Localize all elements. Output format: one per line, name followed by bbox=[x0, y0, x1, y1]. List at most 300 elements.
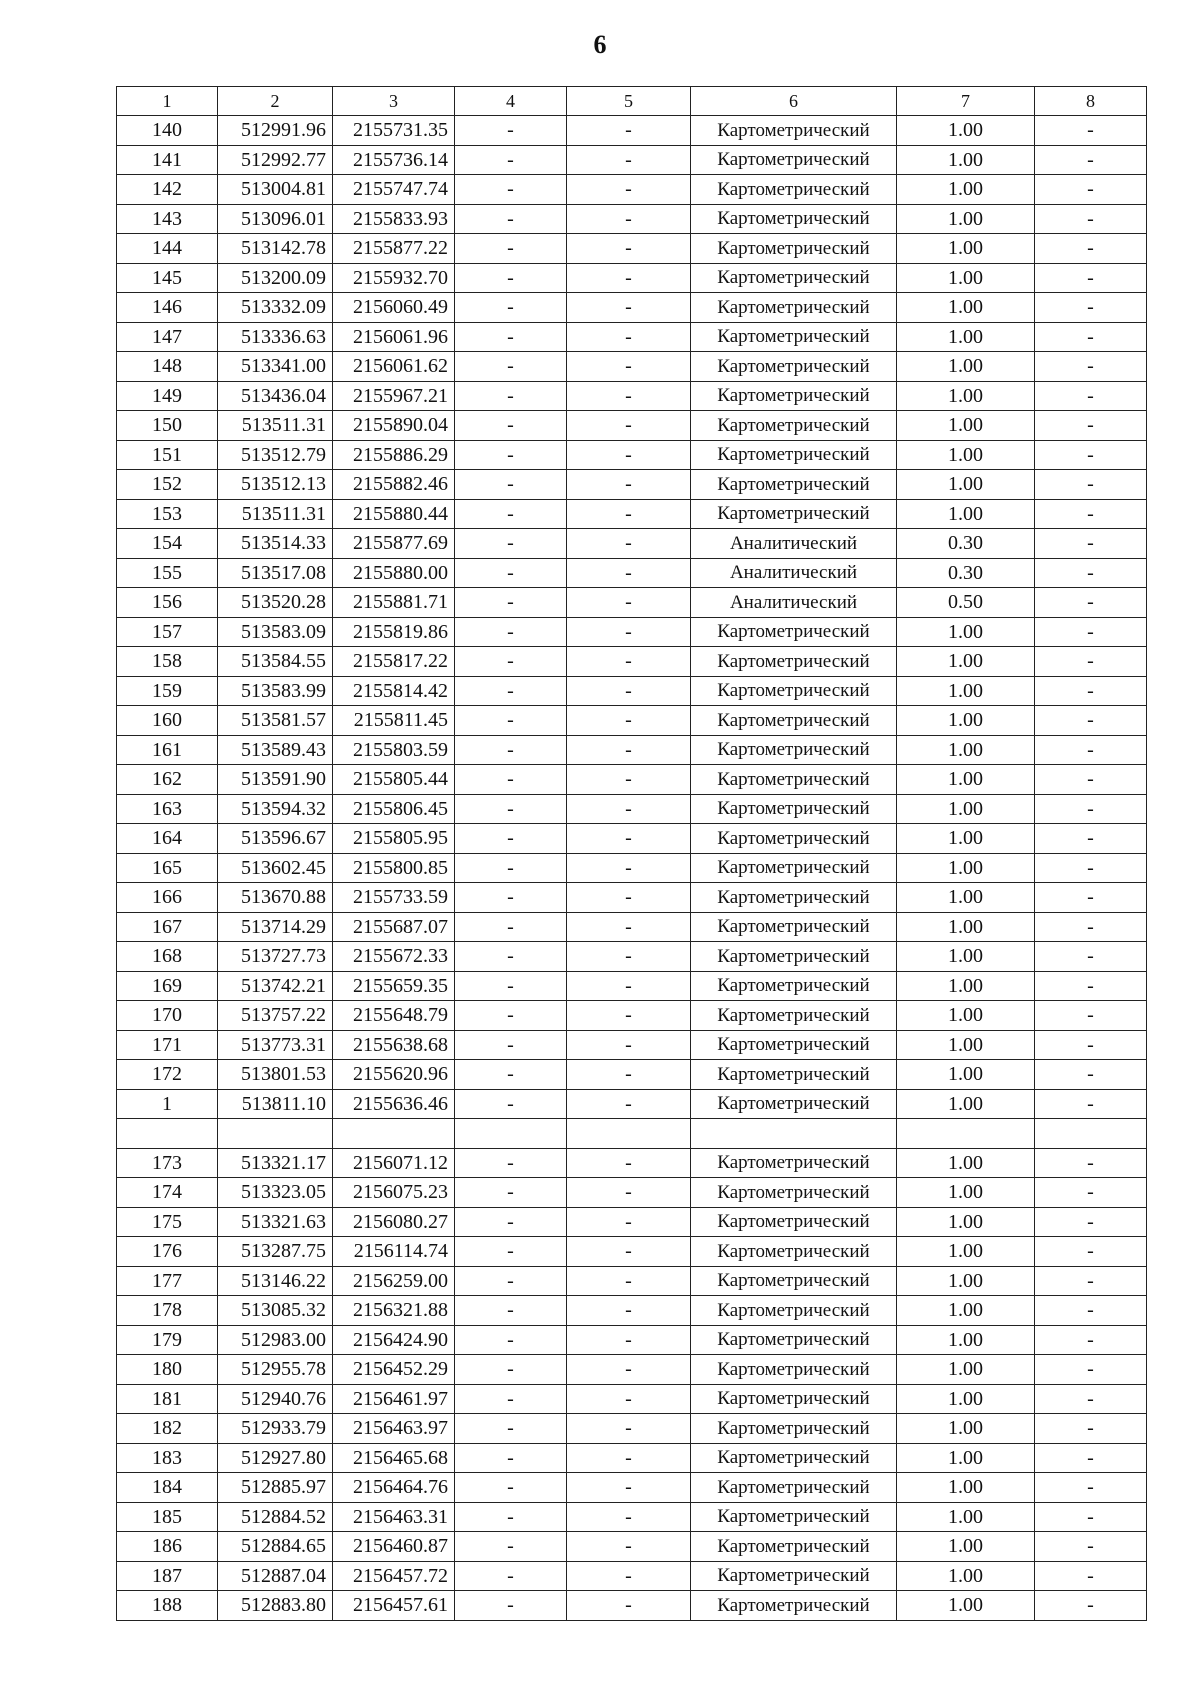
cell-y-coordinate: 2155819.86 bbox=[333, 617, 455, 647]
cell-accuracy: 1.00 bbox=[897, 971, 1035, 1001]
cell-point-number: 185 bbox=[117, 1502, 218, 1532]
cell-x-coordinate: 513287.75 bbox=[218, 1237, 333, 1267]
cell-x-coordinate: 512887.04 bbox=[218, 1561, 333, 1591]
cell-col-5: - bbox=[567, 676, 691, 706]
cell-col-4: - bbox=[455, 145, 567, 175]
table-row bbox=[117, 1591, 1147, 1621]
cell-accuracy: 1.00 bbox=[897, 1237, 1035, 1267]
cell-accuracy: 1.00 bbox=[897, 440, 1035, 470]
cell-x-coordinate: 512983.00 bbox=[218, 1325, 333, 1355]
cell-y-coordinate: 2156114.74 bbox=[333, 1237, 455, 1267]
cell-method: Картометрический bbox=[691, 647, 897, 677]
cell-point-number: 159 bbox=[117, 676, 218, 706]
cell-x-coordinate: 513591.90 bbox=[218, 765, 333, 795]
cell-point-number: 171 bbox=[117, 1030, 218, 1060]
cell-col-5: - bbox=[567, 470, 691, 500]
cell-y-coordinate: 2155747.74 bbox=[333, 175, 455, 205]
cell-col-5: - bbox=[567, 824, 691, 854]
cell-x-coordinate: 512927.80 bbox=[218, 1443, 333, 1473]
table-row bbox=[117, 234, 1147, 264]
cell-col-5: - bbox=[567, 1414, 691, 1444]
cell-col-5: - bbox=[567, 1473, 691, 1503]
cell-col-8: - bbox=[1035, 1532, 1147, 1562]
column-header-7: 7 bbox=[897, 87, 1035, 116]
cell-x-coordinate: 513336.63 bbox=[218, 322, 333, 352]
cell-y-coordinate: 2155636.46 bbox=[333, 1089, 455, 1119]
cell-x-coordinate: 513511.31 bbox=[218, 411, 333, 441]
cell-accuracy: 1.00 bbox=[897, 322, 1035, 352]
table-row bbox=[117, 411, 1147, 441]
cell-x-coordinate: 512884.52 bbox=[218, 1502, 333, 1532]
column-header-3: 3 bbox=[333, 87, 455, 116]
cell-col-4: - bbox=[455, 647, 567, 677]
cell-y-coordinate: 2156463.31 bbox=[333, 1502, 455, 1532]
cell-col-4: - bbox=[455, 411, 567, 441]
cell-col-8: - bbox=[1035, 1148, 1147, 1178]
cell-accuracy: 1.00 bbox=[897, 1207, 1035, 1237]
cell-col-8: - bbox=[1035, 1502, 1147, 1532]
cell-method: Картометрический bbox=[691, 971, 897, 1001]
cell-accuracy: 1.00 bbox=[897, 381, 1035, 411]
table-row bbox=[117, 706, 1147, 736]
table-row bbox=[117, 853, 1147, 883]
cell-col-8: - bbox=[1035, 794, 1147, 824]
cell-col-8: - bbox=[1035, 1089, 1147, 1119]
cell-col-5: - bbox=[567, 1502, 691, 1532]
cell-y-coordinate: 2155932.70 bbox=[333, 263, 455, 293]
cell-method: Картометрический bbox=[691, 794, 897, 824]
table-row bbox=[117, 1060, 1147, 1090]
cell-point-number: 143 bbox=[117, 204, 218, 234]
table-row bbox=[117, 824, 1147, 854]
column-header-5: 5 bbox=[567, 87, 691, 116]
cell-col-5: - bbox=[567, 116, 691, 146]
cell-x-coordinate: 513321.17 bbox=[218, 1148, 333, 1178]
cell-point-number: 149 bbox=[117, 381, 218, 411]
cell-method: Картометрический bbox=[691, 617, 897, 647]
cell-col-8: - bbox=[1035, 942, 1147, 972]
table-row bbox=[117, 794, 1147, 824]
cell-col-4: - bbox=[455, 676, 567, 706]
cell-point-number: 140 bbox=[117, 116, 218, 146]
cell-accuracy: 1.00 bbox=[897, 175, 1035, 205]
cell-x-coordinate: 513520.28 bbox=[218, 588, 333, 618]
cell-col-5: - bbox=[567, 883, 691, 913]
cell-col-4: - bbox=[455, 1414, 567, 1444]
cell-col-5: - bbox=[567, 1296, 691, 1326]
cell-method: Картометрический bbox=[691, 1502, 897, 1532]
cell-col-5: - bbox=[567, 381, 691, 411]
table-row bbox=[117, 1207, 1147, 1237]
cell-col-8: - bbox=[1035, 411, 1147, 441]
cell-method: Картометрический bbox=[691, 765, 897, 795]
column-header-2: 2 bbox=[218, 87, 333, 116]
cell-col-8: - bbox=[1035, 706, 1147, 736]
cell-col-8: - bbox=[1035, 588, 1147, 618]
cell-y-coordinate: 2156461.97 bbox=[333, 1384, 455, 1414]
cell-col-8: - bbox=[1035, 1207, 1147, 1237]
cell-x-coordinate: 512991.96 bbox=[218, 116, 333, 146]
cell-y-coordinate: 2156259.00 bbox=[333, 1266, 455, 1296]
cell-accuracy: 1.00 bbox=[897, 617, 1035, 647]
cell-col-5: - bbox=[567, 1384, 691, 1414]
cell-point-number: 150 bbox=[117, 411, 218, 441]
cell-point-number: 188 bbox=[117, 1591, 218, 1621]
cell-col-8: - bbox=[1035, 352, 1147, 382]
cell-point-number: 183 bbox=[117, 1443, 218, 1473]
cell-col-4: - bbox=[455, 1502, 567, 1532]
cell-point-number: 153 bbox=[117, 499, 218, 529]
cell-col-4: - bbox=[455, 912, 567, 942]
cell-col-8: - bbox=[1035, 1030, 1147, 1060]
cell-col-4: - bbox=[455, 470, 567, 500]
cell-method: Картометрический bbox=[691, 1532, 897, 1562]
cell-accuracy: 1.00 bbox=[897, 912, 1035, 942]
cell-x-coordinate: 513581.57 bbox=[218, 706, 333, 736]
cell-col-8: - bbox=[1035, 1591, 1147, 1621]
cell-accuracy: 1.00 bbox=[897, 1030, 1035, 1060]
cell-col-5: - bbox=[567, 293, 691, 323]
cell-col-4: - bbox=[455, 853, 567, 883]
cell-col-8: - bbox=[1035, 765, 1147, 795]
cell-col-8: - bbox=[1035, 971, 1147, 1001]
cell-col-4: - bbox=[455, 1148, 567, 1178]
column-header-4: 4 bbox=[455, 87, 567, 116]
cell-method: Картометрический bbox=[691, 1060, 897, 1090]
cell-point-number: 179 bbox=[117, 1325, 218, 1355]
cell-point-number: 160 bbox=[117, 706, 218, 736]
cell-accuracy: 1.00 bbox=[897, 1591, 1035, 1621]
cell-accuracy: 1.00 bbox=[897, 352, 1035, 382]
cell-method: Картометрический bbox=[691, 293, 897, 323]
cell-method: Картометрический bbox=[691, 853, 897, 883]
table-row bbox=[117, 1001, 1147, 1031]
table-row bbox=[117, 352, 1147, 382]
table-row bbox=[117, 381, 1147, 411]
table-row bbox=[117, 1296, 1147, 1326]
table-row bbox=[117, 470, 1147, 500]
cell-method: Картометрический bbox=[691, 116, 897, 146]
cell-col-5: - bbox=[567, 411, 691, 441]
cell-y-coordinate: 2155817.22 bbox=[333, 647, 455, 677]
cell-method: Аналитический bbox=[691, 558, 897, 588]
cell-point-number: 184 bbox=[117, 1473, 218, 1503]
cell-y-coordinate: 2155659.35 bbox=[333, 971, 455, 1001]
cell-accuracy: 1.00 bbox=[897, 1473, 1035, 1503]
cell-accuracy: 1.00 bbox=[897, 765, 1035, 795]
cell-col-8: - bbox=[1035, 529, 1147, 559]
cell-accuracy: 1.00 bbox=[897, 647, 1035, 677]
cell-method: Картометрический bbox=[691, 352, 897, 382]
table-row bbox=[117, 647, 1147, 677]
cell-x-coordinate: 512933.79 bbox=[218, 1414, 333, 1444]
table-row bbox=[117, 145, 1147, 175]
cell-x-coordinate: 513332.09 bbox=[218, 293, 333, 323]
cell-method: Картометрический bbox=[691, 883, 897, 913]
cell-col-8: - bbox=[1035, 676, 1147, 706]
cell-col-5: - bbox=[567, 1561, 691, 1591]
cell-y-coordinate: 2155805.44 bbox=[333, 765, 455, 795]
cell-col-4: - bbox=[455, 1325, 567, 1355]
cell-point-number: 168 bbox=[117, 942, 218, 972]
cell-y-coordinate: 2155620.96 bbox=[333, 1060, 455, 1090]
cell-accuracy: 1.00 bbox=[897, 1060, 1035, 1090]
cell-method: Картометрический bbox=[691, 440, 897, 470]
cell-col-8: - bbox=[1035, 1001, 1147, 1031]
column-header-8: 8 bbox=[1035, 87, 1147, 116]
table-row bbox=[117, 293, 1147, 323]
cell-col-4: - bbox=[455, 558, 567, 588]
cell-method: Картометрический bbox=[691, 1414, 897, 1444]
cell-col-8: - bbox=[1035, 558, 1147, 588]
cell-x-coordinate: 513085.32 bbox=[218, 1296, 333, 1326]
cell-col-5: - bbox=[567, 145, 691, 175]
table-row bbox=[117, 1473, 1147, 1503]
table-row bbox=[117, 1148, 1147, 1178]
cell-col-5: - bbox=[567, 1089, 691, 1119]
column-header-6: 6 bbox=[691, 87, 897, 116]
cell-x-coordinate: 513801.53 bbox=[218, 1060, 333, 1090]
cell-method: Картометрический bbox=[691, 175, 897, 205]
table-row bbox=[117, 499, 1147, 529]
cell-point-number: 154 bbox=[117, 529, 218, 559]
cell-point-number: 167 bbox=[117, 912, 218, 942]
cell-x-coordinate bbox=[218, 1119, 333, 1149]
cell-accuracy: 0.30 bbox=[897, 558, 1035, 588]
cell-x-coordinate: 513773.31 bbox=[218, 1030, 333, 1060]
cell-col-4: - bbox=[455, 735, 567, 765]
cell-col-5: - bbox=[567, 912, 691, 942]
cell-y-coordinate: 2156061.62 bbox=[333, 352, 455, 382]
table-row bbox=[117, 971, 1147, 1001]
cell-y-coordinate: 2156452.29 bbox=[333, 1355, 455, 1385]
cell-method: Картометрический bbox=[691, 1089, 897, 1119]
cell-x-coordinate: 513727.73 bbox=[218, 942, 333, 972]
cell-col-8: - bbox=[1035, 883, 1147, 913]
cell-method: Картометрический bbox=[691, 322, 897, 352]
cell-accuracy: 1.00 bbox=[897, 293, 1035, 323]
cell-col-4: - bbox=[455, 706, 567, 736]
cell-y-coordinate: 2156457.72 bbox=[333, 1561, 455, 1591]
cell-col-8: - bbox=[1035, 1561, 1147, 1591]
cell-col-8: - bbox=[1035, 293, 1147, 323]
cell-y-coordinate: 2155877.22 bbox=[333, 234, 455, 264]
cell-method: Картометрический bbox=[691, 1207, 897, 1237]
cell-method: Картометрический bbox=[691, 234, 897, 264]
cell-method: Картометрический bbox=[691, 1591, 897, 1621]
cell-col-4: - bbox=[455, 1532, 567, 1562]
cell-x-coordinate: 513341.00 bbox=[218, 352, 333, 382]
cell-col-8: - bbox=[1035, 175, 1147, 205]
cell-col-8: - bbox=[1035, 204, 1147, 234]
cell-y-coordinate: 2155833.93 bbox=[333, 204, 455, 234]
cell-accuracy bbox=[897, 1119, 1035, 1149]
table-row bbox=[117, 322, 1147, 352]
table-row bbox=[117, 1266, 1147, 1296]
cell-accuracy: 1.00 bbox=[897, 411, 1035, 441]
cell-col-5: - bbox=[567, 617, 691, 647]
table-row bbox=[117, 1030, 1147, 1060]
cell-accuracy: 1.00 bbox=[897, 1266, 1035, 1296]
cell-col-5: - bbox=[567, 971, 691, 1001]
cell-col-8: - bbox=[1035, 263, 1147, 293]
cell-x-coordinate: 513583.99 bbox=[218, 676, 333, 706]
cell-point-number: 163 bbox=[117, 794, 218, 824]
cell-col-5: - bbox=[567, 558, 691, 588]
cell-method: Картометрический bbox=[691, 1384, 897, 1414]
cell-col-5: - bbox=[567, 1237, 691, 1267]
cell-x-coordinate: 513583.09 bbox=[218, 617, 333, 647]
cell-method: Картометрический bbox=[691, 1148, 897, 1178]
cell-col-4: - bbox=[455, 794, 567, 824]
cell-y-coordinate: 2155890.04 bbox=[333, 411, 455, 441]
cell-point-number: 142 bbox=[117, 175, 218, 205]
cell-col-5: - bbox=[567, 706, 691, 736]
table-row bbox=[117, 883, 1147, 913]
cell-method: Картометрический bbox=[691, 1473, 897, 1503]
cell-point-number: 1 bbox=[117, 1089, 218, 1119]
cell-col-5: - bbox=[567, 765, 691, 795]
cell-accuracy: 1.00 bbox=[897, 1532, 1035, 1562]
cell-col-4: - bbox=[455, 942, 567, 972]
table-row bbox=[117, 1325, 1147, 1355]
cell-y-coordinate: 2155736.14 bbox=[333, 145, 455, 175]
cell-accuracy: 1.00 bbox=[897, 116, 1035, 146]
cell-x-coordinate: 512884.65 bbox=[218, 1532, 333, 1562]
cell-point-number: 157 bbox=[117, 617, 218, 647]
table-row bbox=[117, 942, 1147, 972]
cell-x-coordinate: 513602.45 bbox=[218, 853, 333, 883]
table-row bbox=[117, 1089, 1147, 1119]
cell-y-coordinate: 2155806.45 bbox=[333, 794, 455, 824]
cell-point-number: 178 bbox=[117, 1296, 218, 1326]
cell-accuracy: 1.00 bbox=[897, 853, 1035, 883]
cell-x-coordinate: 513512.79 bbox=[218, 440, 333, 470]
cell-col-8 bbox=[1035, 1119, 1147, 1149]
cell-method: Картометрический bbox=[691, 1001, 897, 1031]
table-row bbox=[117, 1532, 1147, 1562]
table-row bbox=[117, 175, 1147, 205]
cell-point-number: 164 bbox=[117, 824, 218, 854]
cell-y-coordinate: 2155881.71 bbox=[333, 588, 455, 618]
cell-accuracy: 1.00 bbox=[897, 1502, 1035, 1532]
cell-y-coordinate: 2155967.21 bbox=[333, 381, 455, 411]
cell-method bbox=[691, 1119, 897, 1149]
cell-point-number: 181 bbox=[117, 1384, 218, 1414]
cell-y-coordinate: 2155803.59 bbox=[333, 735, 455, 765]
cell-x-coordinate: 512883.80 bbox=[218, 1591, 333, 1621]
cell-x-coordinate: 513594.32 bbox=[218, 794, 333, 824]
table-row bbox=[117, 1502, 1147, 1532]
cell-point-number: 174 bbox=[117, 1178, 218, 1208]
cell-col-8: - bbox=[1035, 735, 1147, 765]
cell-point-number: 146 bbox=[117, 293, 218, 323]
table-row bbox=[117, 765, 1147, 795]
cell-method: Картометрический bbox=[691, 1296, 897, 1326]
cell-method: Картометрический bbox=[691, 1355, 897, 1385]
cell-point-number: 165 bbox=[117, 853, 218, 883]
cell-method: Картометрический bbox=[691, 1178, 897, 1208]
cell-point-number: 148 bbox=[117, 352, 218, 382]
cell-x-coordinate: 513811.10 bbox=[218, 1089, 333, 1119]
cell-col-5: - bbox=[567, 942, 691, 972]
cell-col-5: - bbox=[567, 1148, 691, 1178]
cell-col-5: - bbox=[567, 647, 691, 677]
cell-point-number: 166 bbox=[117, 883, 218, 913]
cell-accuracy: 1.00 bbox=[897, 1561, 1035, 1591]
cell-accuracy: 1.00 bbox=[897, 706, 1035, 736]
cell-col-8: - bbox=[1035, 1266, 1147, 1296]
cell-col-5: - bbox=[567, 1207, 691, 1237]
cell-accuracy: 1.00 bbox=[897, 263, 1035, 293]
cell-point-number: 172 bbox=[117, 1060, 218, 1090]
cell-col-4: - bbox=[455, 824, 567, 854]
table-header-row bbox=[117, 87, 1147, 116]
cell-col-4: - bbox=[455, 293, 567, 323]
cell-y-coordinate: 2155672.33 bbox=[333, 942, 455, 972]
cell-method: Картометрический bbox=[691, 1561, 897, 1591]
table-row bbox=[117, 735, 1147, 765]
cell-point-number: 175 bbox=[117, 1207, 218, 1237]
cell-col-4: - bbox=[455, 1178, 567, 1208]
cell-col-4: - bbox=[455, 883, 567, 913]
cell-y-coordinate: 2156321.88 bbox=[333, 1296, 455, 1326]
cell-col-5: - bbox=[567, 529, 691, 559]
cell-accuracy: 1.00 bbox=[897, 1089, 1035, 1119]
cell-col-5: - bbox=[567, 175, 691, 205]
cell-col-4: - bbox=[455, 1384, 567, 1414]
coordinates-table bbox=[116, 86, 1147, 1621]
cell-x-coordinate: 512885.97 bbox=[218, 1473, 333, 1503]
cell-point-number: 169 bbox=[117, 971, 218, 1001]
cell-accuracy: 1.00 bbox=[897, 499, 1035, 529]
cell-y-coordinate: 2155648.79 bbox=[333, 1001, 455, 1031]
cell-x-coordinate: 512955.78 bbox=[218, 1355, 333, 1385]
cell-col-8: - bbox=[1035, 824, 1147, 854]
cell-x-coordinate: 513200.09 bbox=[218, 263, 333, 293]
cell-col-5: - bbox=[567, 1443, 691, 1473]
cell-col-5: - bbox=[567, 794, 691, 824]
cell-y-coordinate: 2156071.12 bbox=[333, 1148, 455, 1178]
cell-col-5: - bbox=[567, 1030, 691, 1060]
cell-point-number: 186 bbox=[117, 1532, 218, 1562]
cell-col-4: - bbox=[455, 765, 567, 795]
cell-x-coordinate: 513511.31 bbox=[218, 499, 333, 529]
cell-method: Картометрический bbox=[691, 1443, 897, 1473]
cell-y-coordinate: 2156465.68 bbox=[333, 1443, 455, 1473]
cell-point-number: 162 bbox=[117, 765, 218, 795]
table-row bbox=[117, 263, 1147, 293]
cell-accuracy: 1.00 bbox=[897, 1178, 1035, 1208]
cell-col-5: - bbox=[567, 735, 691, 765]
cell-col-5: - bbox=[567, 1355, 691, 1385]
cell-col-4: - bbox=[455, 1355, 567, 1385]
cell-accuracy: 1.00 bbox=[897, 1001, 1035, 1031]
cell-y-coordinate: 2155882.46 bbox=[333, 470, 455, 500]
cell-method: Картометрический bbox=[691, 1266, 897, 1296]
cell-x-coordinate: 513670.88 bbox=[218, 883, 333, 913]
table-row bbox=[117, 1355, 1147, 1385]
cell-col-8: - bbox=[1035, 1060, 1147, 1090]
cell-x-coordinate: 513714.29 bbox=[218, 912, 333, 942]
cell-col-4: - bbox=[455, 352, 567, 382]
cell-col-4: - bbox=[455, 1207, 567, 1237]
table-body bbox=[117, 87, 1147, 1621]
table-row bbox=[117, 204, 1147, 234]
cell-x-coordinate: 513146.22 bbox=[218, 1266, 333, 1296]
cell-accuracy: 1.00 bbox=[897, 794, 1035, 824]
cell-accuracy: 1.00 bbox=[897, 942, 1035, 972]
